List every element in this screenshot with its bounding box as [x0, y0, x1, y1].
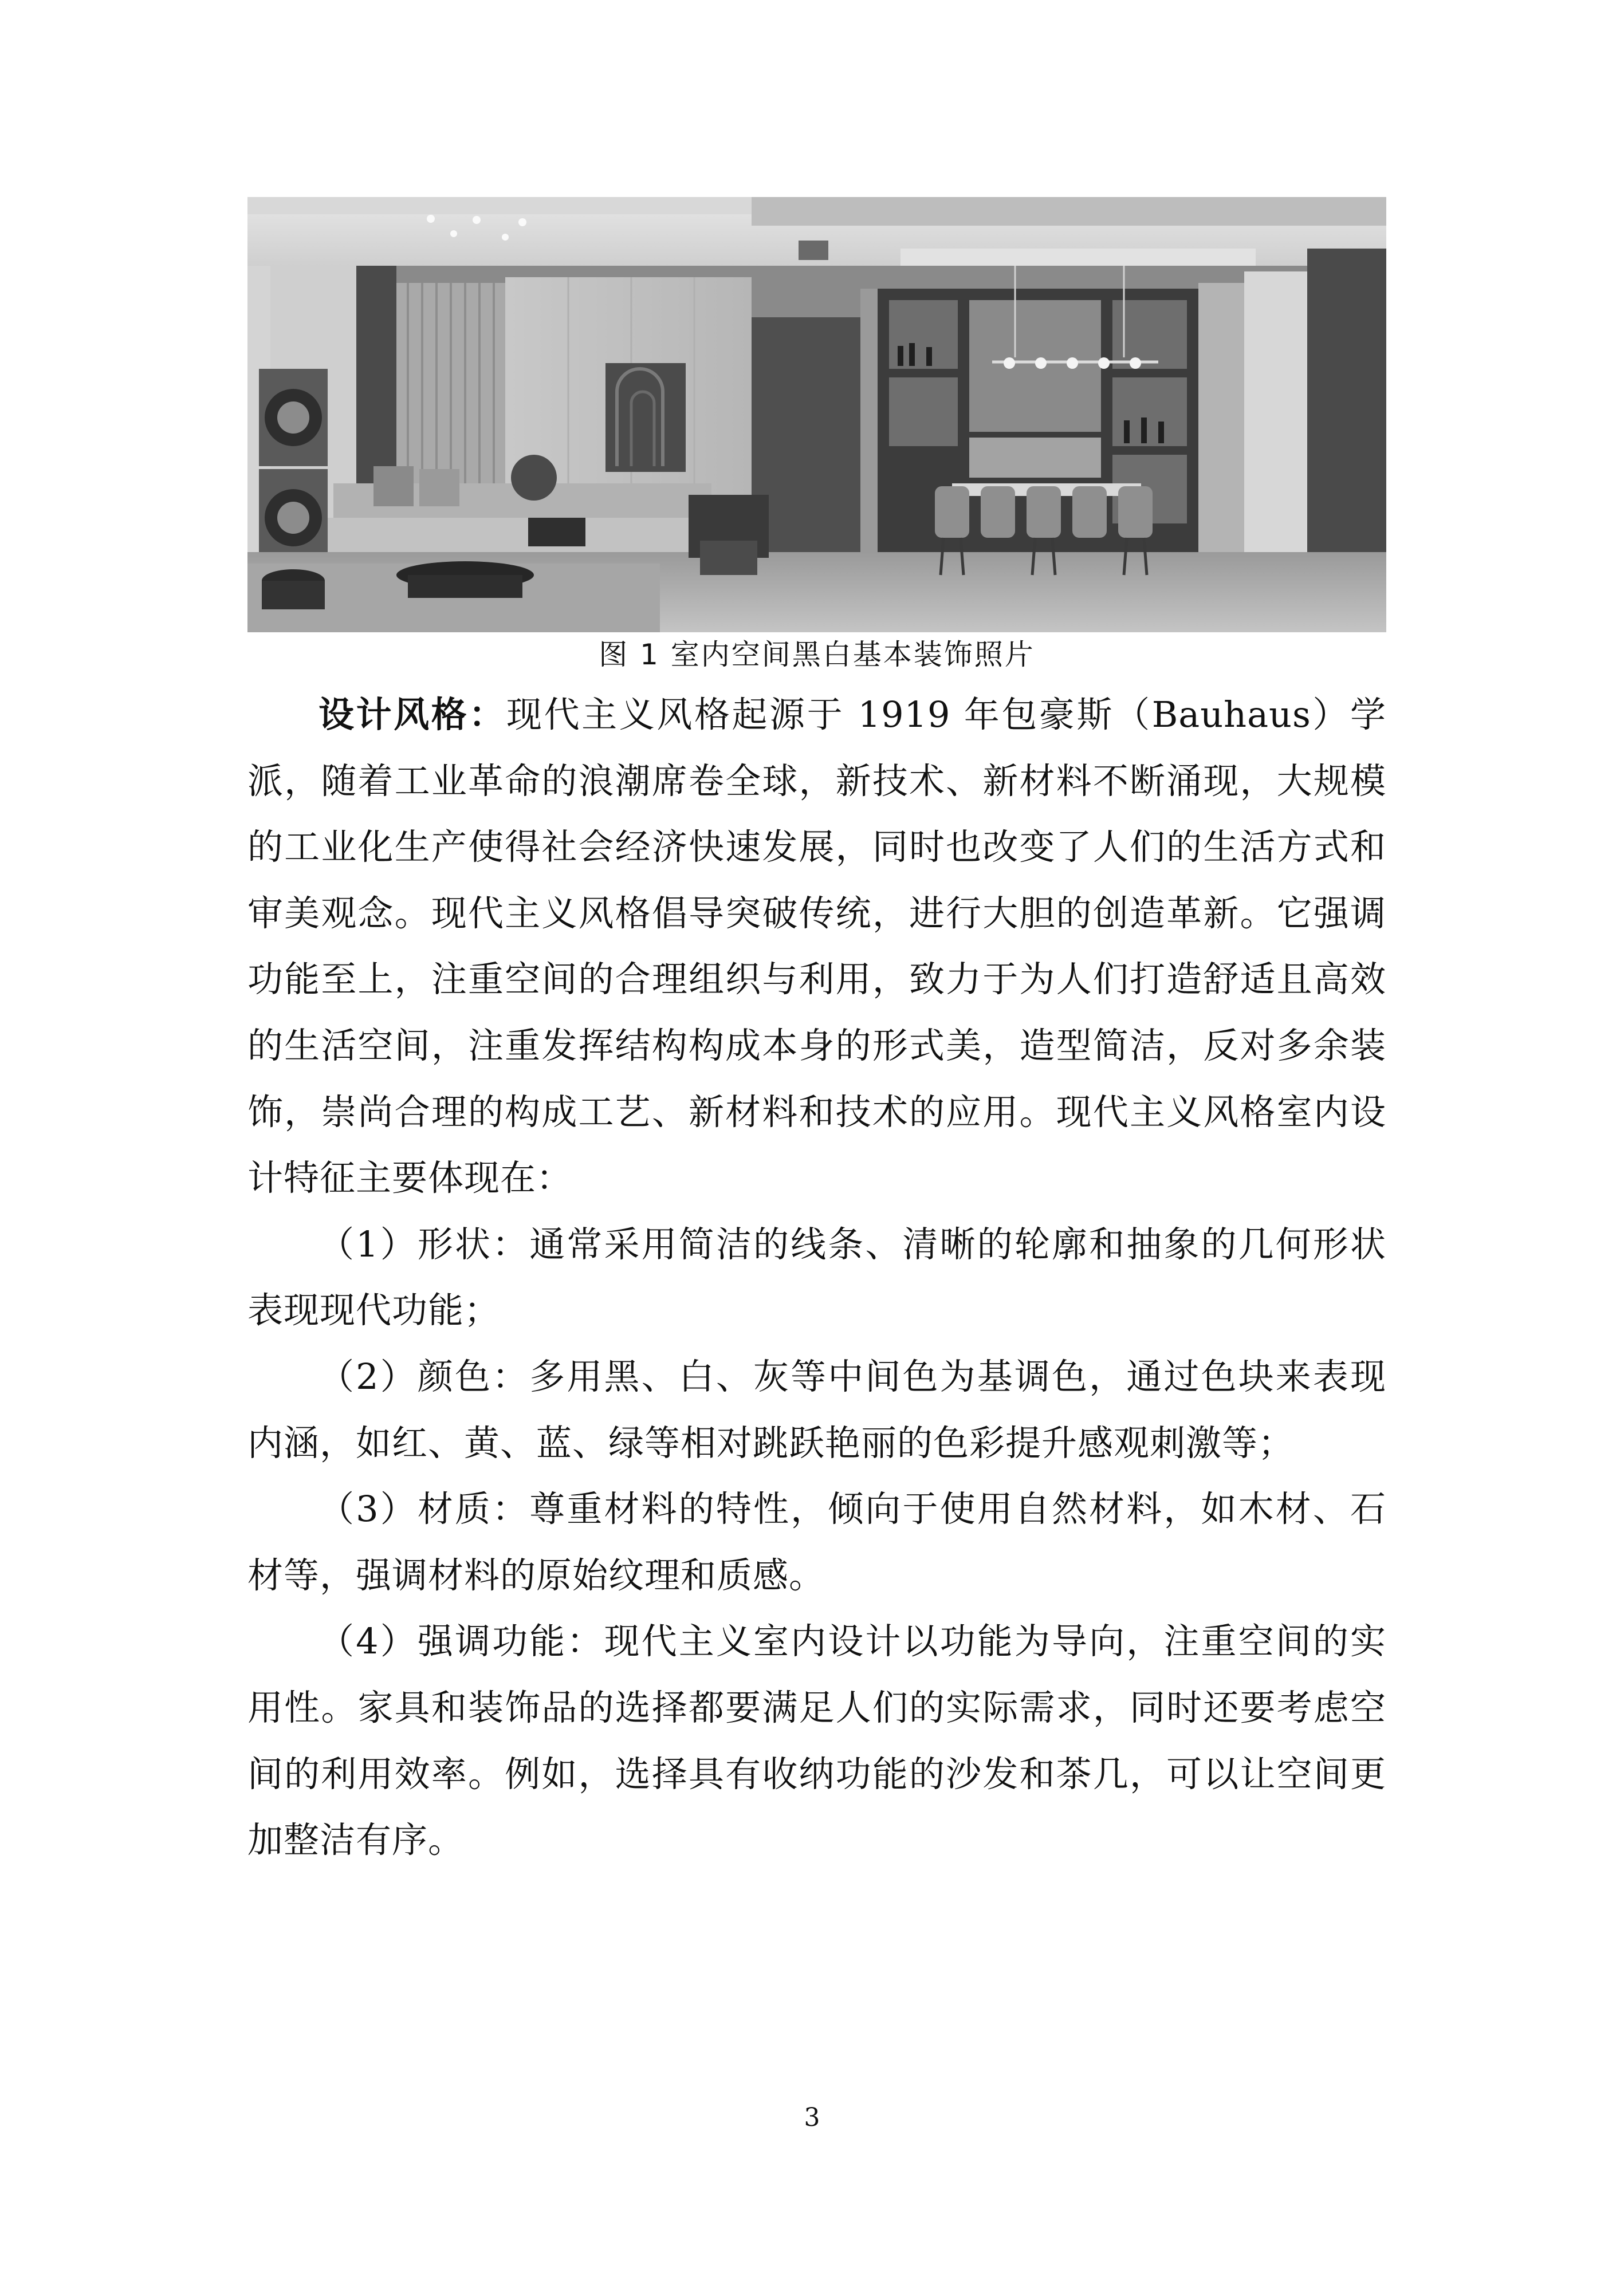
paragraph-color: （2）颜色：多用黑、白、灰等中间色为基调色，通过色块来表现内涵，如红、黄、蓝、绿等相对跳跃艳丽的色彩提升感观刺激等； [247, 1355, 1386, 1464]
figure-caption: 图 1 室内空间黑白基本装饰照片 [599, 638, 1035, 671]
paragraph-lead: 设计风格： [318, 694, 506, 735]
paragraph-function: （4）强调功能：现代主义室内设计以功能为导向，注重空间的实用性。家具和装饰品的选择都要满足人们的实际需求，同时还要考虑空间的利用效率。例如，选择具有收纳功能的沙发和茶几，可以让空间更加整洁有序。 [247, 1620, 1386, 1861]
page-number: 3 [804, 2103, 820, 2132]
interior-photo-illustration [247, 197, 1386, 632]
body-text [247, 682, 1386, 1873]
interior-photo [247, 197, 1386, 632]
paragraph-design-style [247, 682, 1386, 1211]
paragraph-material: （3）材质：尊重材料的特性，倾向于使用自然材料，如木材、石材等，强调材料的原始纹理和质感。 [247, 1488, 1386, 1596]
paragraph-text: 现代主义风格起源于 1919 年包豪斯（Bauhaus）学派，随着工业革命的浪潮席卷全球，新技术、新材料不断涌现，大规模的工业化生产使得社会经济快速发展，同时也改变了人们的生活方式和审美观念。现代主义风格倡导突破传统，进行大胆的创造革新。它强调功能至上，注重空间的合理组织与利用，致力于为人们打造舒适且高效的生活空间，注重发挥结构构成本身的形式美，造型简洁，反对多余装饰，崇尚合理的构成工艺、新材料和技术的应用。现代主义风格室内设计特征主要体现在： [247, 694, 1386, 1199]
paragraph-shape: （1）形状：通常采用简洁的线条、清晰的轮廓和抽象的几何形状表现现代功能； [247, 1223, 1386, 1332]
